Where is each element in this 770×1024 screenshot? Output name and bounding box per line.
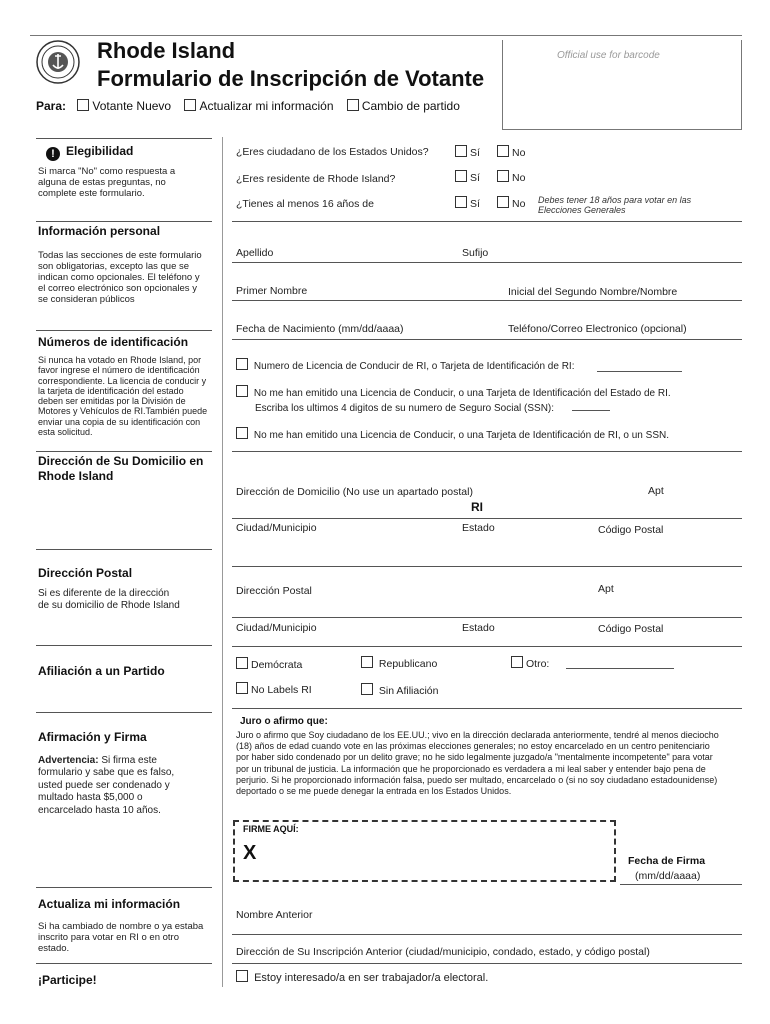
party-other	[511, 656, 549, 670]
eligibility-desc: Si marca "No" como respuesta a alguna de estas preguntas, no complete este formulario.	[38, 166, 176, 199]
divider	[36, 451, 212, 452]
first-name-field[interactable]	[232, 300, 742, 301]
q-age: ¿Tienes al menos 16 años de	[236, 198, 374, 210]
residence-state-value: RI	[471, 500, 483, 514]
last-name-label: Apellido	[236, 247, 274, 259]
mailing-address-field[interactable]	[232, 617, 742, 618]
party-democrat	[236, 657, 302, 671]
suffix-label: Sufijo	[462, 247, 489, 259]
mailing-apt-label: Apt	[598, 583, 614, 595]
divider	[36, 887, 212, 888]
last-name-field[interactable]	[232, 262, 742, 263]
signature-date-field[interactable]	[620, 884, 742, 885]
signature-date-label: Fecha de Firma	[628, 855, 706, 867]
age-no-checkbox[interactable]	[497, 196, 509, 208]
exclamation-icon: !	[46, 147, 60, 161]
contact-label: Teléfono/Correo Electronico (opcional)	[508, 323, 687, 335]
oath-text: Juro o afirmo que Soy ciudadano de los EE.UU.; vivo en la dirección declarada anteriormente, tendré al menos dieciocho (18) años de edad cuando vote en las próximas elecciones generales; no estoy encarcelado en un centro penitenciario por haber sido condenado por un delito grave; no he sido legalmente juzgado/a "mentalmente incompetente" para votar por un tribunal de justicia. La información que he proporcionado es verdadera a mi leal saber y entender bajo pena de perjurio. Si he proporcionado información falsa, puedo ser multado, encarcelado o (si no soy ciudadano estadounidense) deportado o se me puede denegar la entrada en los Estados Unidos.	[236, 730, 719, 797]
poll-worker-option	[236, 970, 488, 984]
residence-city-label: Ciudad/Municipio	[236, 522, 317, 534]
column-divider	[222, 137, 223, 987]
no-labels-label: No Labels RI	[251, 684, 312, 696]
warning	[38, 755, 198, 817]
mailing-city-label: Ciudad/Municipio	[236, 622, 317, 634]
divider	[232, 451, 742, 452]
warning-text: Si firma este formulario y sabe que es falso, usted puede ser condenado y multado hasta $5,000 o encarcelado hasta 10 años.	[38, 755, 175, 816]
residence-address-field[interactable]	[232, 518, 742, 519]
democrat-checkbox[interactable]	[236, 657, 248, 669]
no-id-checkbox[interactable]	[236, 427, 248, 439]
ssn-field[interactable]	[572, 410, 610, 411]
update-desc: Si ha cambiado de nombre o ya estaba inscrito para votar en RI o en otro estado.	[38, 921, 204, 954]
other-checkbox[interactable]	[511, 656, 523, 668]
personal-desc: Todas las secciones de este formulario son obligatorias, excepto las que se indican como opcionales. El teléfono y el correo electrónico son opcionales y se consideran públicos	[38, 250, 202, 305]
license-number-field[interactable]	[597, 371, 682, 372]
form-title: Formulario de Inscripción de Votante	[97, 66, 485, 91]
ids-desc: Si nunca ha votado en Rhode Island, por favor ingrese el número de identificación correspondiente. La licencia de conducir y la tarjeta de identificación del estado deben ser emitidas por la División de Motores y Vehículos de RI.También puede enviar una copia de su identificación con esta solicitud.	[38, 355, 208, 438]
ssn-digits-label: Escriba los ultimos 4 digitos de su numero de Seguro Social (SSN):	[255, 403, 555, 414]
dob-label: Fecha de Nacimiento (mm/dd/aaaa)	[236, 323, 404, 335]
q-citizen-no	[497, 145, 525, 159]
party-no-labels	[236, 682, 312, 696]
party-republican	[361, 656, 437, 670]
ssn-label: No me han emitido una Licencia de Conducir, o una Tarjeta de Identificación del Estado de RI.	[253, 388, 671, 399]
resident-no-checkbox[interactable]	[497, 170, 509, 182]
warning-label: Advertencia:	[38, 755, 99, 766]
citizen-no-checkbox[interactable]	[497, 145, 509, 157]
republican-checkbox[interactable]	[361, 656, 373, 668]
republican-label: Republicano	[378, 658, 438, 670]
prev-name-field[interactable]	[232, 934, 742, 935]
update-title: Actualiza mi información	[38, 897, 181, 911]
age-yes-label: Sí	[470, 198, 480, 210]
poll-worker-checkbox[interactable]	[236, 970, 248, 982]
unaffiliated-label: Sin Afiliación	[378, 685, 439, 697]
divider	[36, 963, 212, 964]
resident-yes-checkbox[interactable]	[455, 170, 467, 182]
no-id-label: No me han emitido una Licencia de Conducir, o una Tarjeta de Identificación de RI, o un SSN.	[253, 430, 669, 441]
license-checkbox[interactable]	[236, 358, 248, 370]
q-age-no	[497, 196, 525, 210]
party-title: Afiliación a un Partido	[38, 664, 165, 678]
mailing-zip-label: Código Postal	[598, 623, 664, 635]
signature-date-format: (mm/dd/aaaa)	[635, 870, 701, 882]
other-party-field[interactable]	[566, 668, 674, 669]
divider	[232, 221, 742, 222]
mailing-address-label: Dirección Postal	[236, 585, 312, 597]
party-change-label: Cambio de partido	[361, 99, 460, 113]
resident-no-label: No	[512, 172, 526, 184]
q-citizen: ¿Eres ciudadano de los Estados Unidos?	[236, 146, 429, 158]
divider	[232, 646, 742, 647]
divider	[232, 708, 742, 709]
id-option-ssn	[236, 385, 671, 399]
citizen-yes-label: Sí	[470, 147, 480, 159]
license-label: Numero de Licencia de Conducir de RI, o Tarjeta de Identificación de RI:	[253, 361, 575, 372]
eligibility-title	[46, 144, 133, 161]
participate-title: ¡Participe!	[38, 973, 97, 987]
update-info-checkbox[interactable]	[184, 99, 196, 111]
new-voter-label: Votante Nuevo	[92, 99, 172, 113]
mailing-state-label: Estado	[462, 622, 495, 634]
age-yes-checkbox[interactable]	[455, 196, 467, 208]
divider	[36, 645, 212, 646]
purpose-row	[36, 99, 470, 113]
id-option-license	[236, 358, 574, 372]
prev-address-label: Dirección de Su Inscripción Anterior (ciudad/municipio, condado, estado, y código postal)	[236, 946, 650, 958]
age-no-label: No	[512, 198, 526, 210]
id-option-none	[236, 427, 669, 441]
unaffiliated-checkbox[interactable]	[361, 683, 373, 695]
signature-x-mark: X	[243, 842, 257, 864]
divider	[36, 712, 212, 713]
barcode-label: Official use for barcode	[557, 50, 660, 61]
resident-yes-label: Sí	[470, 172, 480, 184]
ssn-checkbox[interactable]	[236, 385, 248, 397]
ids-title: Números de identificación	[38, 335, 189, 349]
age-note: Debes tener 18 años para votar en las Elecciones Generales	[538, 195, 692, 215]
new-voter-checkbox[interactable]	[77, 99, 89, 111]
residence-zip-label: Código Postal	[598, 524, 664, 536]
q-age-yes	[455, 196, 480, 210]
residence-state-label: Estado	[462, 522, 495, 534]
first-name-label: Primer Nombre	[236, 285, 308, 297]
residence-address-label: Dirección de Domicilio (No use un apartado postal)	[236, 486, 473, 498]
q-resident-no	[497, 170, 525, 184]
prev-name-label: Nombre Anterior	[236, 909, 313, 921]
affirmation-title: Afirmación y Firma	[38, 730, 147, 744]
purpose-label: Para:	[36, 99, 67, 113]
barcode-box	[502, 40, 742, 130]
top-rule	[30, 35, 742, 36]
mailing-title: Dirección Postal	[38, 566, 133, 580]
q-resident: ¿Eres residente de Rhode Island?	[236, 173, 396, 185]
middle-name-label: Inicial del Segundo Nombre/Nombre	[508, 286, 678, 298]
sign-here-label: FIRME AQUÍ:	[243, 824, 299, 834]
party-unaffiliated	[361, 683, 438, 697]
residence-apt-label: Apt	[648, 485, 664, 497]
other-label: Otro:	[526, 658, 550, 670]
q-citizen-yes	[455, 145, 480, 159]
citizen-no-label: No	[512, 147, 526, 159]
eligibility-title-text: Elegibilidad	[66, 144, 134, 158]
divider	[36, 221, 212, 222]
state-seal-icon	[36, 40, 80, 84]
dob-field[interactable]	[232, 339, 742, 340]
divider	[36, 138, 212, 139]
divider	[36, 330, 212, 331]
mailing-desc: Si es diferente de la dirección de su domicilio de Rhode Island	[38, 588, 180, 611]
personal-title: Información personal	[38, 224, 161, 238]
update-info-label: Actualizar mi información	[199, 99, 334, 113]
democrat-label: Demócrata	[251, 659, 303, 671]
no-labels-checkbox[interactable]	[236, 682, 248, 694]
poll-worker-label: Estoy interesado/a en ser trabajador/a electoral.	[254, 972, 489, 984]
form-title-state: Rhode Island	[97, 38, 236, 63]
citizen-yes-checkbox[interactable]	[455, 145, 467, 157]
prev-address-field[interactable]	[232, 963, 742, 964]
residence-title: Dirección de Su Domicilio en Rhode Island	[38, 454, 204, 483]
q-resident-yes	[455, 170, 480, 184]
oath-title: Juro o afirmo que:	[240, 716, 328, 727]
divider	[36, 549, 212, 550]
divider	[232, 566, 742, 567]
party-change-checkbox[interactable]	[347, 99, 359, 111]
